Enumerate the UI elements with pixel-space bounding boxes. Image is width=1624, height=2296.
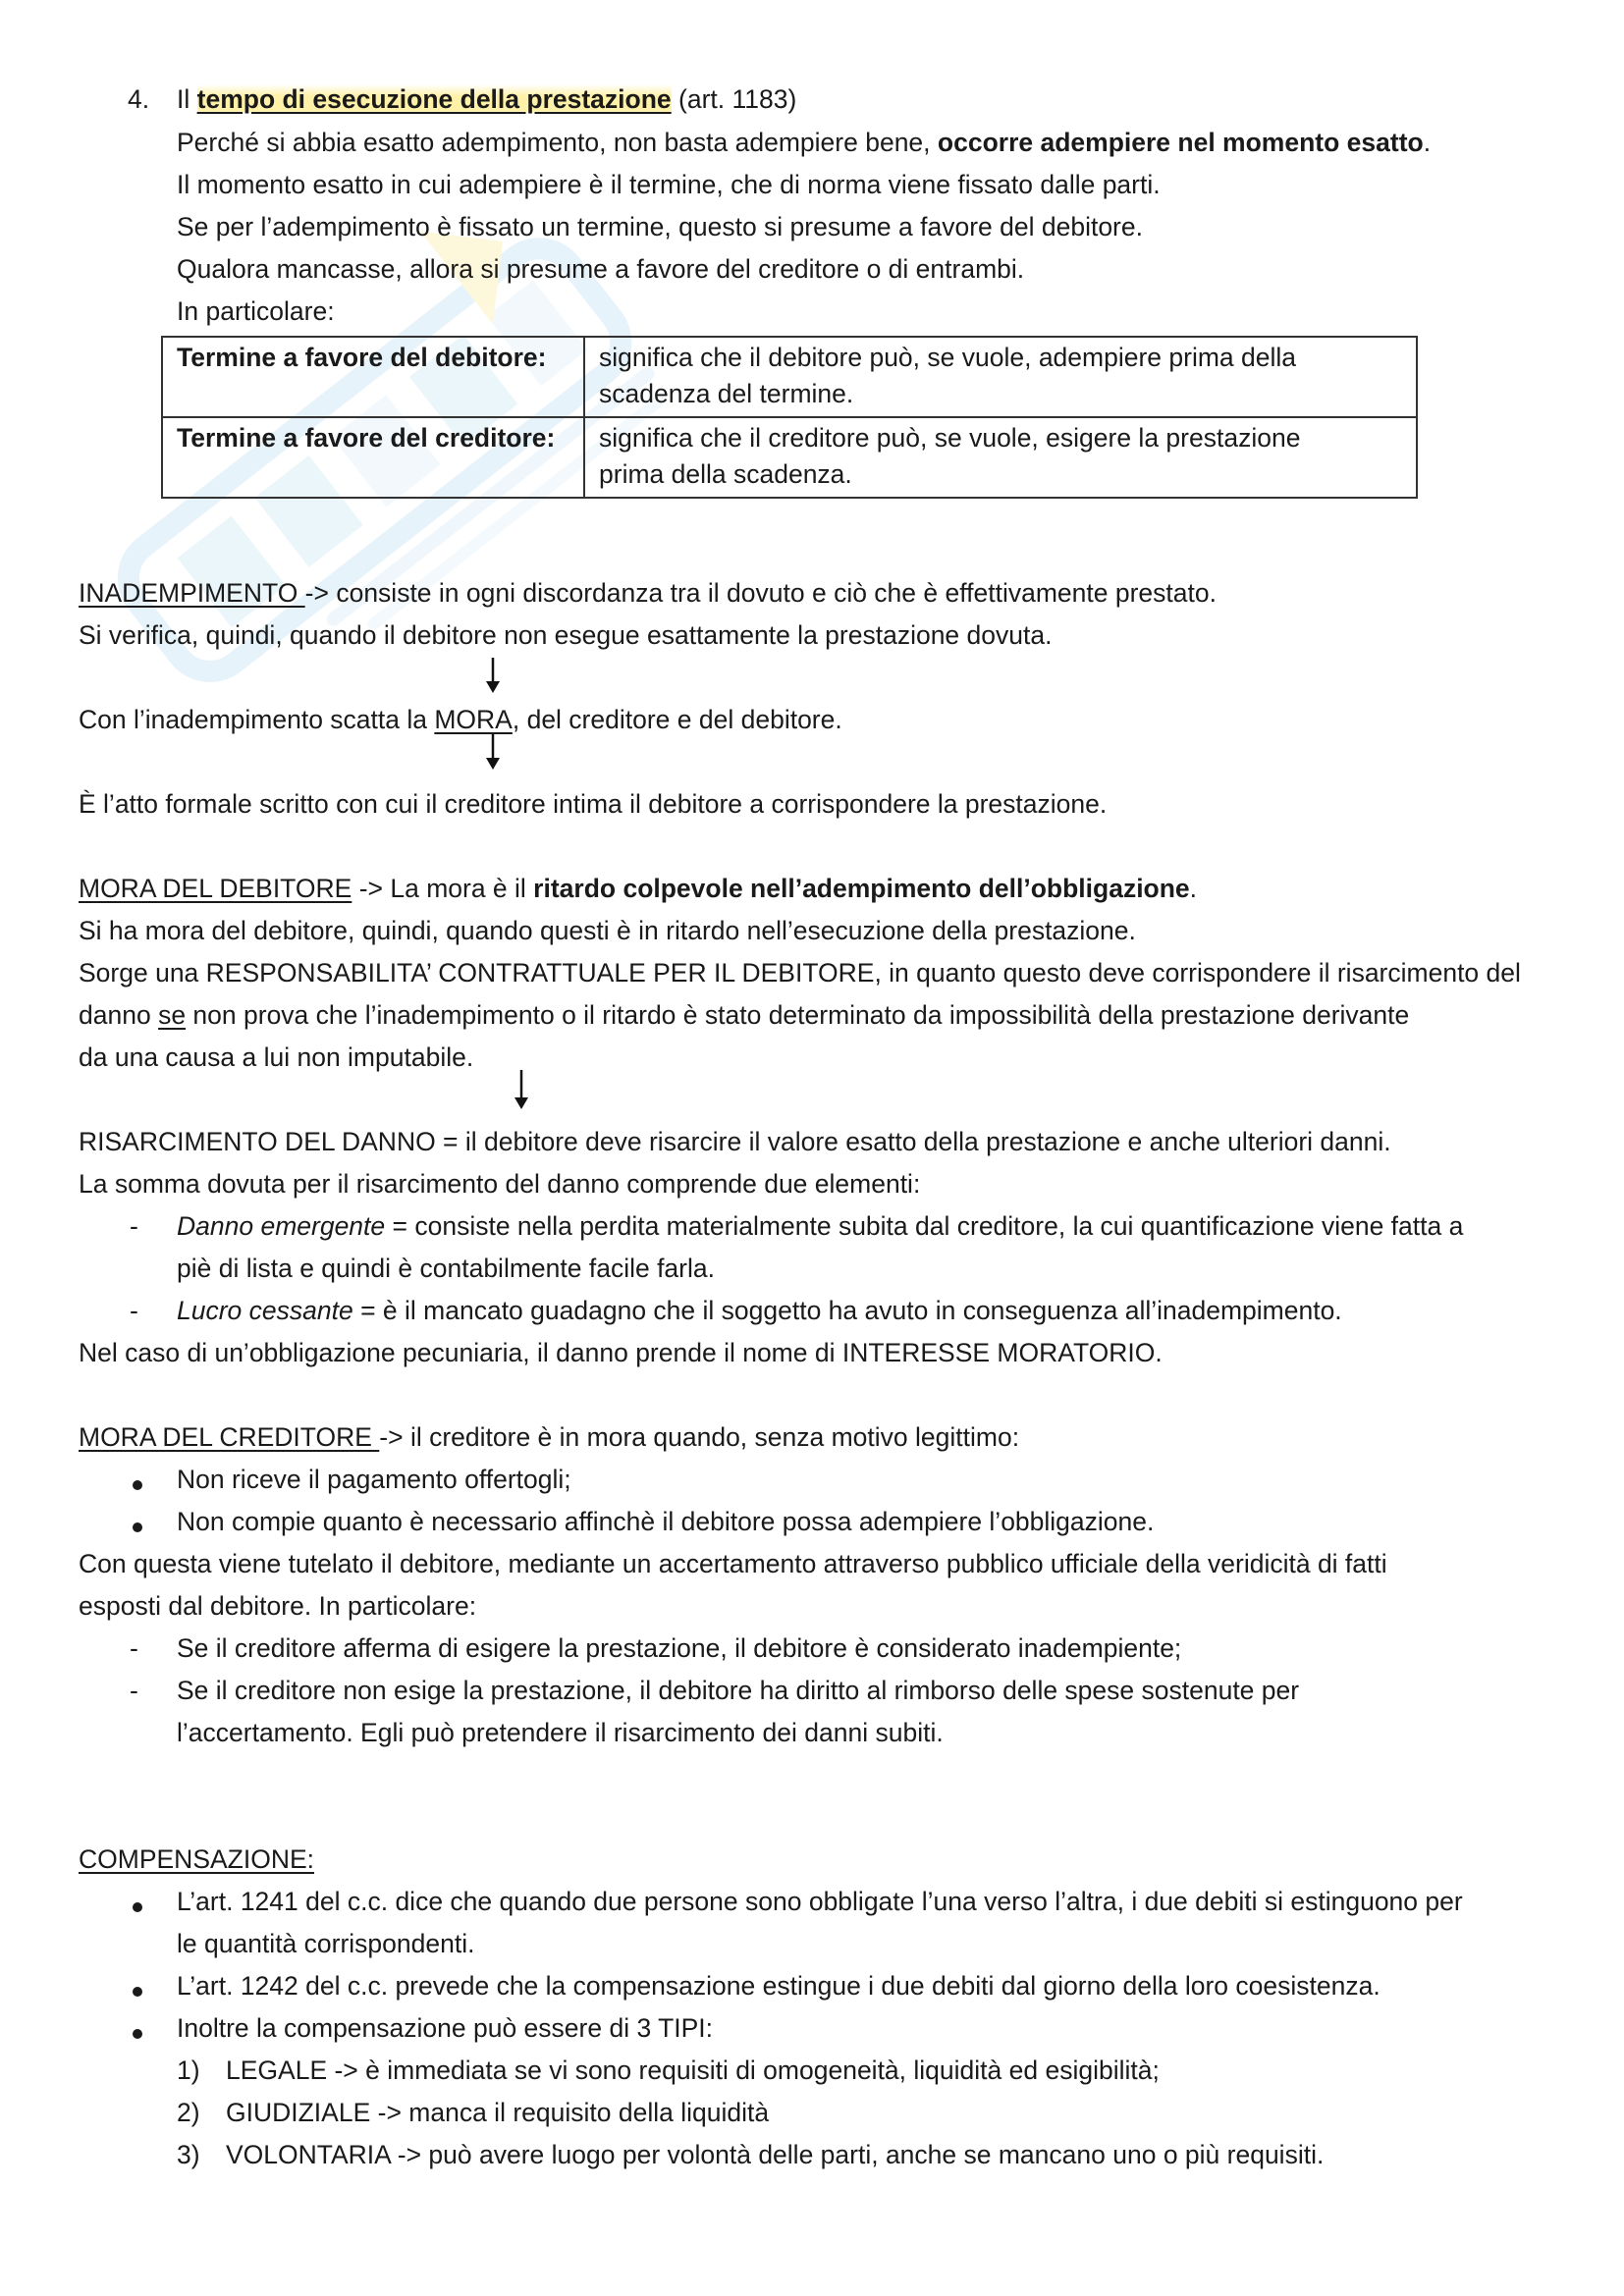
mora-creditore-heading: MORA DEL CREDITORE [79,1422,380,1452]
table-cell-desc [584,417,1417,498]
list-number-4: 4. [128,84,150,114]
desc-line: scadenza del termine. [599,379,854,408]
list-item: Non compie quanto è necessario affinchè il debitore possa adempiere l’obbligazione. [177,1507,1155,1536]
text-span: danno [79,1000,159,1030]
desc-line: significa che il debitore può, se vuole, adempiere prima della [599,343,1297,372]
heading-prefix: Il [177,84,197,114]
text-span: Perché si abbia esatto adempimento, non basta adempiere bene, [177,128,938,157]
bullet-icon [133,1522,142,1532]
mora-line [79,703,842,736]
list-item: Se il creditore non esige la prestazione, il debitore ha diritto al rimborso delle spese sostenute per [177,1676,1300,1705]
bold-text: occorre adempiere nel momento esatto [937,128,1424,157]
table-cell-desc [584,337,1417,417]
paragraph-line: In particolare: [177,296,335,326]
section-tempo-heading [177,82,796,116]
list-item: L’art. 1241 del c.c. dice che quando due persone sono obbligate l’una verso l’altra, i due debiti si estinguono per [177,1887,1463,1916]
dash-marker: - [130,1211,138,1241]
mora-debitore-heading: MORA DEL DEBITORE [79,874,352,903]
list-item-continuation: le quantità corrispondenti. [177,1929,475,1958]
bullet-icon [133,1480,142,1490]
numbered-marker: 2) [177,2098,200,2127]
bold-text: ritardo colpevole nell’adempimento dell’obbligazione [533,874,1190,903]
compensazione-heading: COMPENSAZIONE: [79,1844,315,1874]
mora-debitore-line [79,872,1197,905]
dash-marker: - [130,1676,138,1705]
table-cell-term: Termine a favore del debitore: [162,337,584,417]
paragraph-line [177,126,1431,159]
paragraph-line: Si ha mora del debitore, quindi, quando questi è in ritardo nell’esecuzione della prestazione. [79,916,1136,945]
numbered-marker: 1) [177,2056,200,2085]
italic-term: Danno emergente [177,1211,386,1241]
down-arrow-icon [512,1068,531,1111]
list-item: Se il creditore afferma di esigere la prestazione, il debitore è considerato inadempiente; [177,1633,1182,1663]
paragraph-line: Nel caso di un’obbligazione pecuniaria, il danno prende il nome di INTERESSE MORATORIO. [79,1338,1163,1367]
text-span: Con l’inadempimento scatta la [79,705,435,734]
dash-marker: - [130,1296,138,1325]
down-arrow-icon [483,732,503,772]
termine-table [161,336,1418,499]
paragraph-line: Se per l’adempimento è fissato un termine, questo si presume a favore del debitore. [177,212,1143,241]
heading-title: tempo di esecuzione della prestazione [196,84,672,114]
table-row [162,337,1417,417]
paragraph-line [79,998,1409,1032]
text-span: = consiste nella perdita materialmente subita dal creditore, la cui quantificazione viene fatta a [385,1211,1464,1241]
numbered-item: GIUDIZIALE -> manca il requisito della liquidità [226,2098,770,2127]
text-span: . [1189,874,1198,903]
list-item-continuation: piè di lista e quindi è contabilmente facile farla. [177,1254,715,1283]
down-arrow-icon [483,656,503,695]
numbered-marker: 3) [177,2140,200,2169]
list-item: Inoltre la compensazione può essere di 3 TIPI: [177,2013,714,2043]
mora-creditore-line [79,1420,1019,1454]
numbered-item: VOLONTARIA -> può avere luogo per volontà delle parti, anche se mancano uno o più requisiti. [226,2140,1325,2169]
bullet-icon [133,1987,142,1997]
heading-suffix: (art. 1183) [671,84,797,114]
dash-marker: - [130,1633,138,1663]
paragraph-line: esposti dal debitore. In particolare: [79,1591,477,1621]
bullet-icon [133,1902,142,1912]
text-span: = è il mancato guadagno che il soggetto ha avuto in conseguenza all’inadempimento. [352,1296,1342,1325]
numbered-item: LEGALE -> è immediata se vi sono requisiti di omogeneità, liquidità ed esigibilità; [226,2056,1160,2085]
list-item [177,1209,1463,1243]
desc-line: prima della scadenza. [599,459,852,489]
paragraph-line: La somma dovuta per il risarcimento del danno comprende due elementi: [79,1169,921,1199]
text-span: -> La mora è il [352,874,534,903]
list-item [177,1294,1342,1327]
paragraph-line: RISARCIMENTO DEL DANNO = il debitore deve risarcire il valore esatto della prestazione e anche ulteriori danni. [79,1127,1391,1156]
inadempimento-line [79,576,1217,610]
italic-term: Lucro cessante [177,1296,353,1325]
text-span: -> consiste in ogni discordanza tra il dovuto e ciò che è effettivamente prestato. [304,578,1217,608]
paragraph-line: da una causa a lui non imputabile. [79,1042,474,1072]
paragraph-line: Qualora mancasse, allora si presume a favore del creditore o di entrambi. [177,254,1025,284]
table-cell-term: Termine a favore del creditore: [162,417,584,498]
mora-term: MORA [434,705,513,734]
desc-line: significa che il creditore può, se vuole, esigere la prestazione [599,423,1301,453]
paragraph-line: Sorge una RESPONSABILITA’ CONTRATTUALE PER IL DEBITORE, in quanto questo deve corrispondere il risarcimento del [79,958,1521,988]
text-span: , del creditore e del debitore. [512,705,842,734]
text-span: . [1423,128,1432,157]
list-item-continuation: l’accertamento. Egli può pretendere il risarcimento dei danni subiti. [177,1718,944,1747]
paragraph-line: Con questa viene tutelato il debitore, mediante un accertamento attraverso pubblico ufficiale della veridicità di fatti [79,1549,1387,1578]
text-span: -> il creditore è in mora quando, senza motivo legittimo: [379,1422,1020,1452]
inadempimento-heading: INADEMPIMENTO [79,578,305,608]
paragraph-line: Il momento esatto in cui adempiere è il termine, che di norma viene fissato dalle parti. [177,170,1161,199]
paragraph-line: È l’atto formale scritto con cui il creditore intima il debitore a corrispondere la prestazione. [79,789,1108,819]
list-item: L’art. 1242 del c.c. prevede che la compensazione estingue i due debiti dal giorno della loro coesistenza. [177,1971,1380,2001]
table-row [162,417,1417,498]
paragraph-line: Si verifica, quindi, quando il debitore non esegue esattamente la prestazione dovuta. [79,620,1053,650]
bullet-icon [133,2029,142,2039]
text-span: non prova che l’inadempimento o il ritardo è stato determinato da impossibilità della prestazione derivante [186,1000,1410,1030]
underlined-text: se [158,1000,187,1030]
list-item: Non riceve il pagamento offertogli; [177,1465,571,1494]
